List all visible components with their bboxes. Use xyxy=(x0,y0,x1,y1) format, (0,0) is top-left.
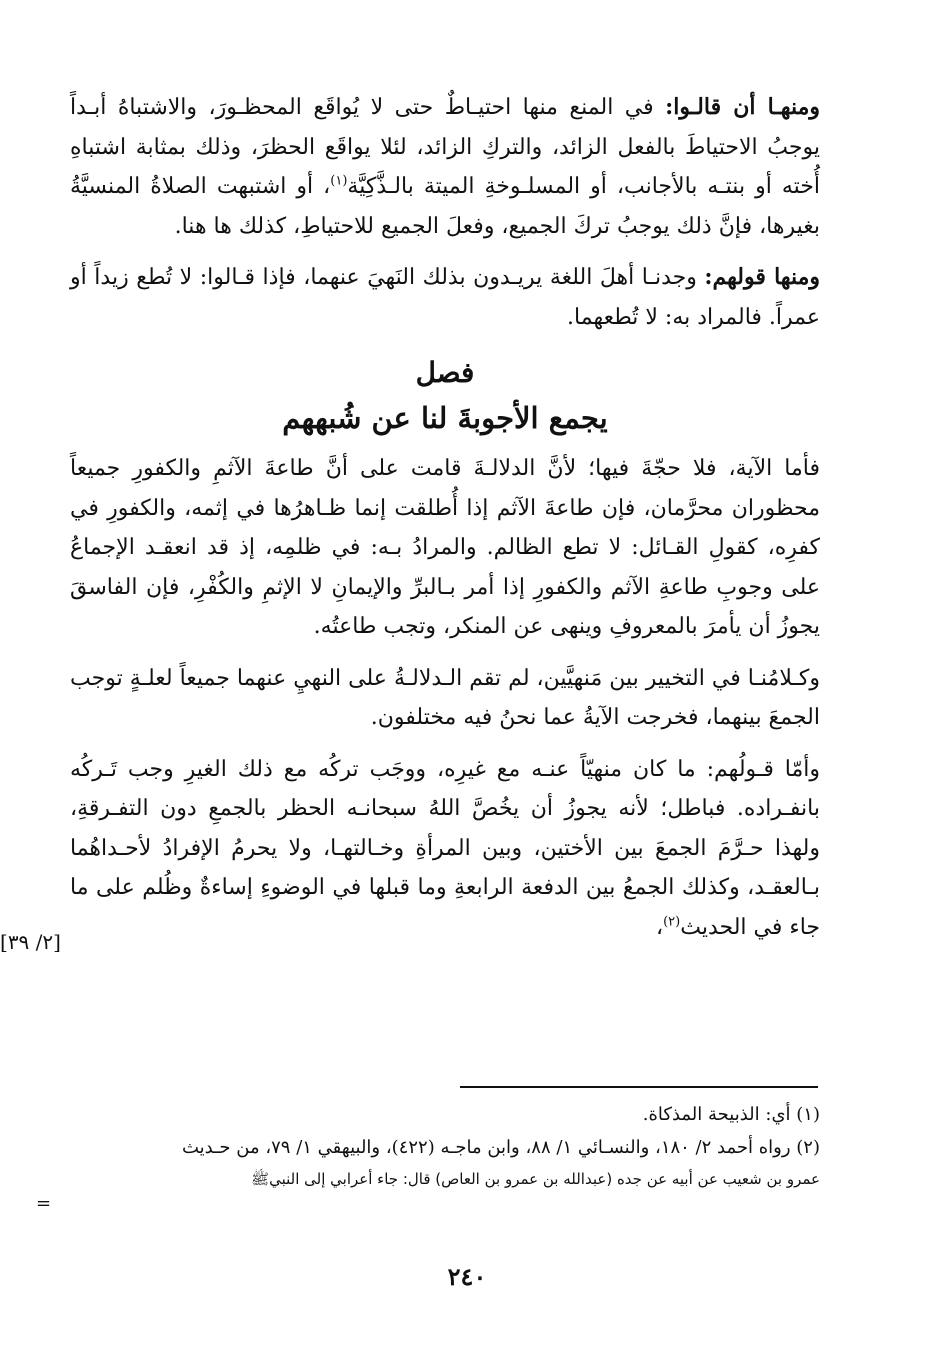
page-number: ٢٤٠ xyxy=(447,1262,487,1291)
margin-reference: [٢/ ٣٩] xyxy=(0,930,61,954)
paragraph-1-lead: ومنهـا أن قالـوا: xyxy=(665,94,820,120)
footnote-2-continuation: عمرو بن شعيب عن أبيه عن جده (عبدالله بن عمرو بن العاص) قال: جاء أعرابي إلى النبيﷺ xyxy=(250,1170,820,1188)
paragraph-1-text-end: ، أو اشتبهت الصلاةُ المنسيَّةُ بغيرها، فإنَّ ذلك يوجبُ تركَ الجميع، وفعلَ الجميع للاحتياطِ، كذلك ها هنا. xyxy=(70,174,820,239)
footnotes xyxy=(70,1098,820,1194)
footnote-ref-2[interactable]: (٢) xyxy=(663,914,681,930)
paragraph-5 xyxy=(70,750,820,948)
paragraph-2-text: وجدنـا أهلَ اللغة يريـدون بذلك النَهيَ عنهما، فإذا قـالوا: لا تُطع زيداً أو عمراً. فالمراد به: لا تُطعهما. xyxy=(70,265,820,330)
page-body xyxy=(70,88,820,959)
paragraph-1-text: في المنع منها احتيـاطٌ حتى لا يُواقَع المحظـورَ، والاشتباهُ أبـداً يوجبُ الاحتياطَ بالفعل الزائد، والتركِ الزائد، لئلا يواقَع الحظرَ، وذلك بمثابة اشتباهِ أُخته أو بنتـه بالأجانب، أو المسلـوخةِ الميتة بالـذَّكِيَّة xyxy=(70,95,820,199)
footnote-1: (١) أي: الذبيحة المذكاة. xyxy=(642,1104,820,1125)
section-subheading: يجمع الأجوبةَ لنا عن شُبههم xyxy=(282,401,608,435)
paragraph-1 xyxy=(70,88,820,246)
paragraph-3: فأما الآية، فلا حجّةَ فيها؛ لأنَّ الدلالـةَ قامت على أنَّ طاعةَ الآثمِ والكفورِ جميعاً محظوران محرَّمان، فإن طاعةَ الآثم إذا أُطلقت إنما ظـاهرُها في إثمه، والكفورِ في كفرِه، كقولِ القـائل: لا تطع الظالم. والمرادُ بـه: في ظلمِه، إذ قد انعقـد الإجماعُ على وجوبِ طاعةِ الآثم والكفورِ إذا أمر بـالبرِّ والإيمانِ لا الإثمِ والكُفْرِ، فإن الفاسقَ يجوزُ أن يأمرَ بالمعروفِ وينهى عن المنكر، وتجب طاعتُه. xyxy=(70,456,820,639)
paragraph-2 xyxy=(70,258,820,337)
paragraph-2-lead: ومنها قولهم: xyxy=(704,264,820,290)
section-heading: فصل xyxy=(415,356,475,389)
footnote-ref-1[interactable]: (١) xyxy=(330,173,348,189)
paragraph-4: وكـلامُنـا في التخيير بين مَنهيَّين، لم تقم الـدلالـةُ على النهيِ عنهما جميعاً لعلـةٍ توجب الجمعَ بينهما، فخرجت الآيةُ عما نحنُ فيه مختلفون. xyxy=(70,665,820,730)
paragraph-5-end: ، xyxy=(655,914,664,940)
continuation-mark: = xyxy=(36,1193,52,1214)
footnote-2: (٢) رواه أحمد ٢/ ١٨٠، والنسـائي ١/ ٨٨، وابن ماجـه (٤٢٢)، والبيهقي ١/ ٧٩، من حـديث xyxy=(182,1137,820,1158)
paragraph-5-text: وأمّا قـولُهم: ما كان منهيّاً عنـه مع غيرِه، ووجَب تركُه مع ذلك الغيرِ وجب تَـركُه بانفـراده. فباطل؛ لأنه يجوزُ أن يخُصَّ اللهُ سبحانـه الحظر بالجمعِ دون التفـرقةِ، ولهذا حـرَّمَ الجمعَ بين الأختين، وبين المرأةِ وخـالتهـا، ولا يحرمُ الإفرادُ لأحـداهُما بـالعقـد، وكذلك الجمعُ بين الدفعة الرابعةِ وما قبلها في الوضوءِ إساءةٌ وظُلم على ما جاء في الحديث xyxy=(70,756,820,940)
footnote-divider xyxy=(460,1086,818,1088)
